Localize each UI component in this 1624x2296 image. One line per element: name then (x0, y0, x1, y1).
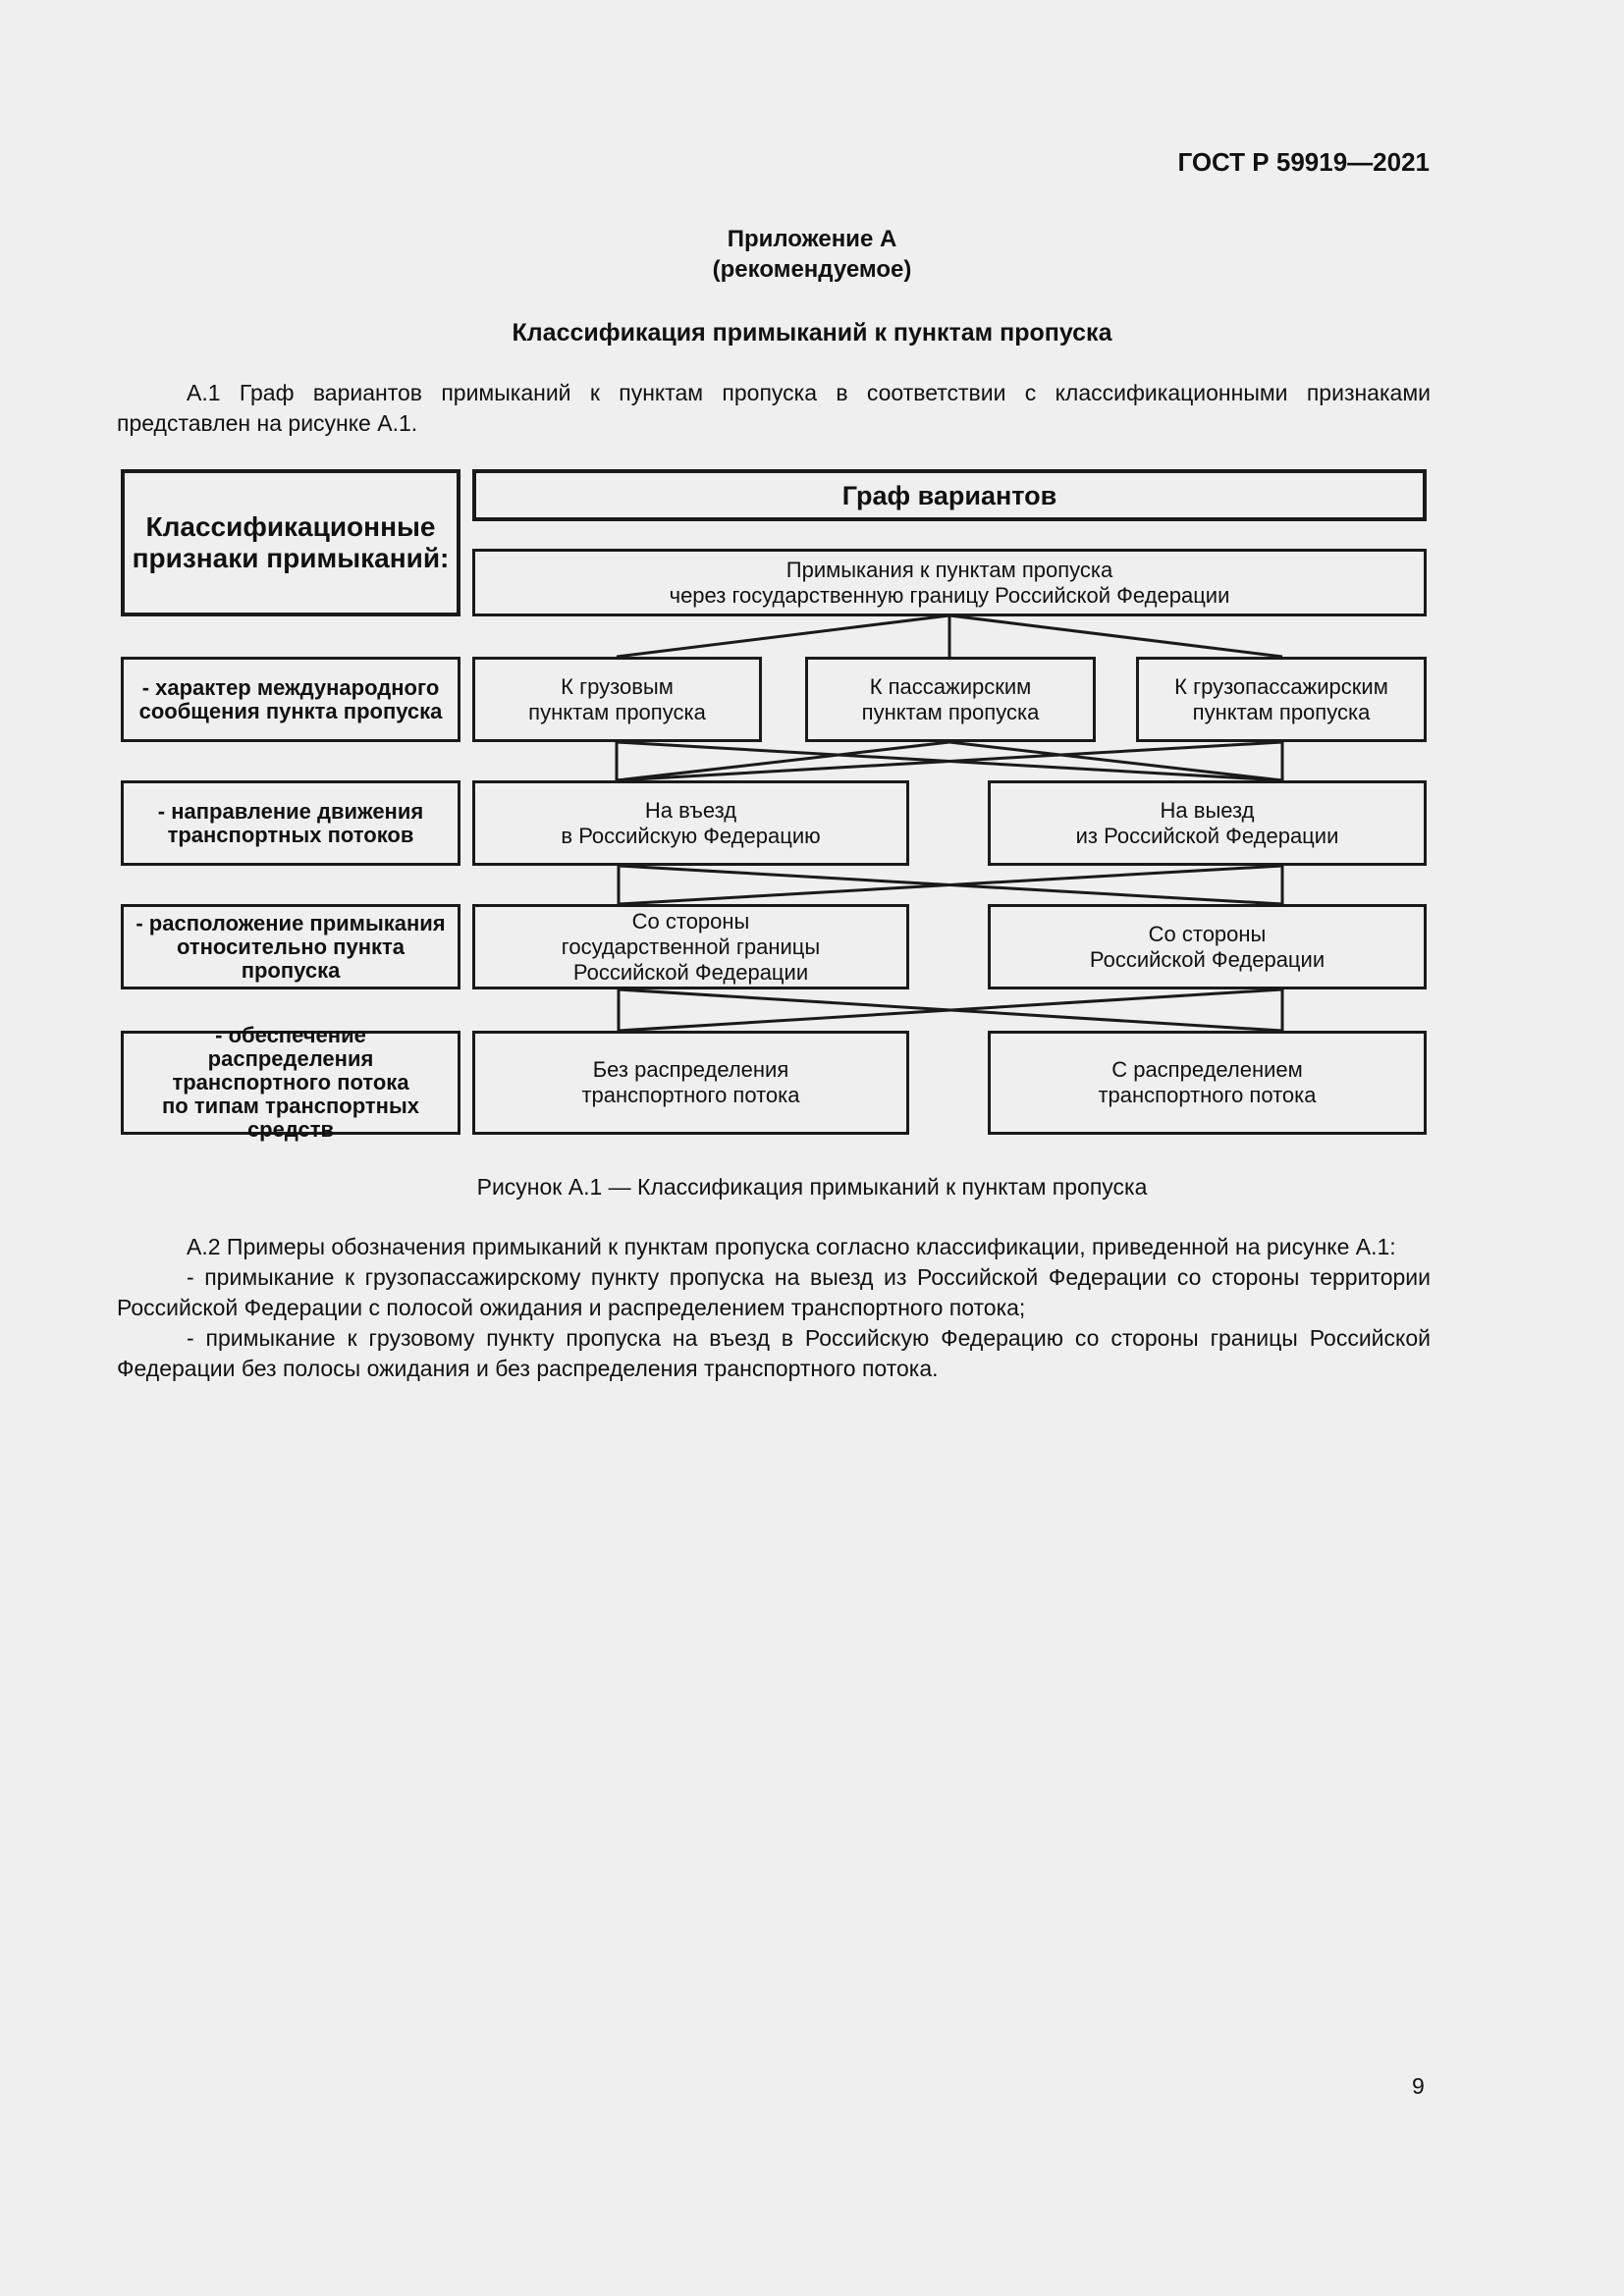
list-item-text: - примыкание к грузопассажирскому пункту пропуска на выезд из Российской Федерации со стороны территории Российской Федерации с полосой ожидания и распределением транспортного потока; (117, 1264, 1431, 1320)
criterion-line: относительно пункта (176, 934, 406, 959)
node-line: Примыкания к пунктам пропуска (785, 557, 1113, 582)
node-line: пунктам пропуска (1192, 699, 1371, 724)
list-item (117, 1262, 1431, 1323)
node-line: К пассажирским (869, 673, 1032, 699)
connector-line (617, 742, 949, 780)
node-line: К грузопассажирским (1174, 673, 1388, 699)
graph-header-box (472, 469, 1427, 521)
paragraph-a1-text: А.1 Граф вариантов примыканий к пунктам пропуска в соответствии с классификационными признаками представлен на рисунке А.1. (117, 380, 1431, 436)
node-entry (472, 780, 909, 866)
node-line: пунктам пропуска (528, 699, 706, 724)
node-line: в Российскую Федерацию (561, 823, 821, 848)
connector-line (617, 615, 949, 657)
node-exit (988, 780, 1427, 866)
node-line: транспортного потока (581, 1083, 800, 1107)
connector-line (949, 615, 1282, 657)
paragraph-a2-intro (117, 1232, 1431, 1262)
list-item (117, 1323, 1431, 1384)
criterion-line: - направление движения (157, 798, 424, 824)
criterion-line: транспортного потока (172, 1070, 409, 1095)
paragraph-a2 (117, 1232, 1431, 1384)
list-item-text: - примыкание к грузовому пункту пропуска на въезд в Российскую Федерацию со стороны границы Российской Федерации без полосы ожидания и без распределения транспортного потока. (117, 1325, 1431, 1381)
node-line: через государственную границу Российской Федерации (669, 582, 1230, 608)
node-line: К грузовым (561, 673, 674, 699)
node-line: из Российской Федерации (1075, 823, 1339, 848)
paragraph-a2-intro-text: А.2 Примеры обозначения примыканий к пунктам пропуска согласно классификации, приведенной на рисунке А.1: (187, 1234, 1396, 1259)
node-russia-side (988, 904, 1427, 989)
connector-line (949, 742, 1282, 780)
figure-caption: Рисунок А.1 — Классификация примыканий к пунктам пропуска (476, 1174, 1148, 1200)
node-line: Со стороны (631, 908, 750, 934)
node-line: Без распределения (592, 1057, 789, 1082)
node-line: Российской Федерации (572, 959, 809, 985)
node-line: пунктам пропуска (861, 699, 1040, 724)
criterion-line: распределения (207, 1046, 374, 1071)
node-passenger (805, 657, 1096, 742)
node-line: Со стороны (1148, 921, 1267, 946)
document-code: ГОСТ Р 59919—2021 (1177, 147, 1430, 177)
graph-header-text: Граф вариантов (841, 480, 1057, 510)
node-cargo-passenger (1136, 657, 1427, 742)
node-line: Российской Федерации (1089, 946, 1326, 972)
node-line: С распределением (1111, 1057, 1303, 1082)
criterion-line: транспортных потоков (167, 822, 414, 847)
node-with-distribution (988, 1031, 1427, 1135)
criterion-box (121, 780, 460, 866)
criterion-line: сообщения пункта пропуска (138, 698, 443, 723)
criterion-line: пропуска (241, 957, 341, 983)
node-line: На въезд (644, 797, 737, 823)
criterion-line: по типам транспортных средств (162, 1094, 419, 1142)
criteria-header-line: признаки примыканий: (132, 543, 450, 573)
node-line: государственной границы (561, 934, 821, 959)
criterion-box (121, 657, 460, 742)
node-line: На выезд (1160, 797, 1255, 823)
criterion-line: - обеспечение (215, 1023, 366, 1047)
appendix-status: (рекомендуемое) (712, 256, 912, 283)
node-line: транспортного потока (1098, 1083, 1317, 1107)
root-node (472, 549, 1427, 616)
node-border-side (472, 904, 909, 989)
criterion-box (121, 904, 460, 989)
section-title: Классификация примыканий к пунктам пропуска (512, 319, 1112, 347)
criteria-header-box (121, 469, 460, 616)
criterion-line: - расположение примыкания (135, 910, 446, 935)
node-cargo (472, 657, 762, 742)
node-without-distribution (472, 1031, 909, 1135)
criterion-box (121, 1023, 460, 1142)
criterion-line: - характер международного (141, 674, 440, 700)
appendix-title: Приложение А (727, 226, 897, 252)
page-number: 9 (1412, 2073, 1425, 2099)
criteria-header-line: Классификационные (145, 511, 436, 542)
